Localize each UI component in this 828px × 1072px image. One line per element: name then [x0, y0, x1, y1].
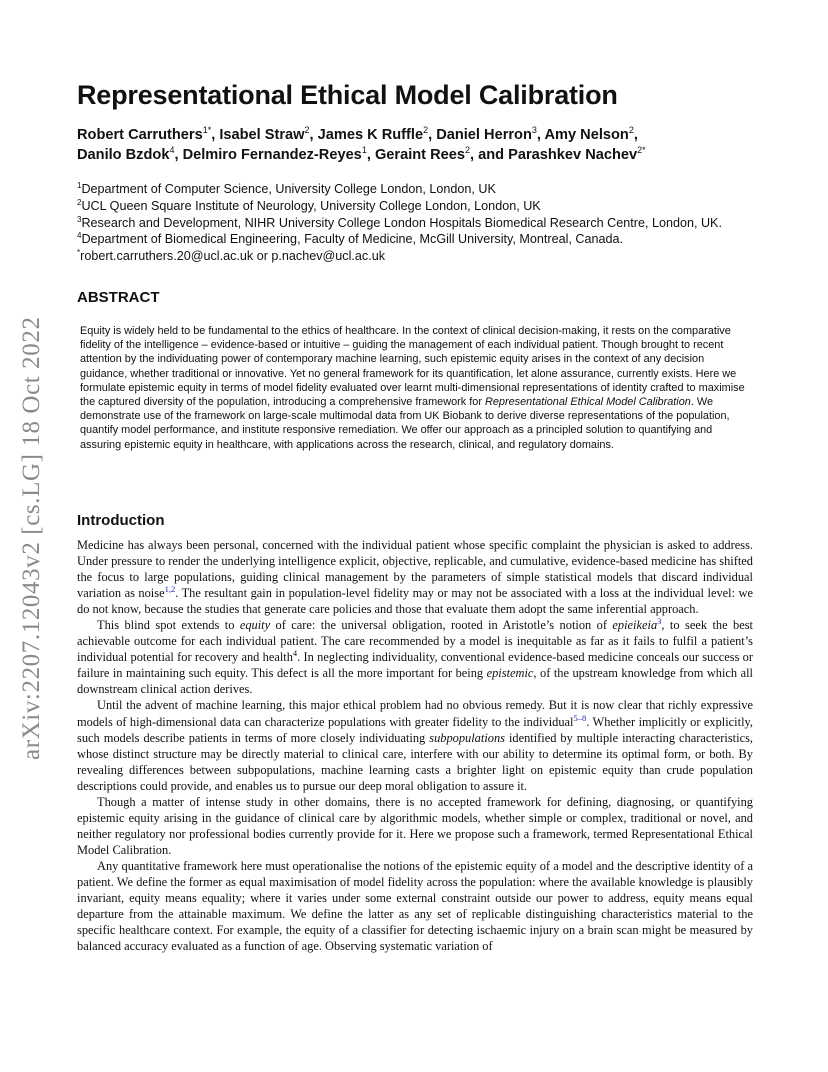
affiliation-mark: 3	[77, 214, 82, 224]
author-list	[77, 125, 757, 165]
emphasis: subpopulations	[429, 730, 505, 745]
affiliation	[77, 215, 777, 232]
citation-link[interactable]: 3	[657, 616, 662, 627]
text-run: , of the upstream knowledge from which all downstream clinical action derives.	[77, 666, 753, 697]
paragraph	[77, 697, 753, 793]
author-affiliation-mark: 1	[361, 145, 367, 155]
author-affiliation-mark: 2	[628, 125, 634, 135]
text-run: . Whether implicitly or explicitly, such models describe patients in terms of more closely individuating	[77, 714, 754, 745]
author: Daniel Herron	[436, 127, 532, 143]
text-run: . In neglecting individuality, conventional evidence-based medicine conceals our success or failure in maintaining such equity. This defect is all the more important for being	[77, 650, 753, 681]
affiliation-mark: *	[77, 248, 81, 258]
affiliation-text: Department of Computer Science, University College London, London, UK	[81, 182, 496, 196]
text-run: Medicine has always been personal, concerned with the individual patient whose specific complaint the physician is asked to address. Under pressure to render the underlying intelligence explicit, objective, replicable, and cumulative, evidence-based medicine has shifted the focus to large populations, guiding clinical management by the parameters of simple statistical models that discard individual variation as noise	[77, 538, 753, 601]
affiliation-text: Department of Biomedical Engineering, Faculty of Medicine, McGill University, Montreal, Canada.	[81, 232, 623, 247]
text-run: . The resultant gain in population-level fidelity may or may not be associated with a loss at the individual level: we do not know, because the studies that generate care policies and those that evaluate them adopt the same inferential approach.	[77, 586, 753, 617]
author: Delmiro Fernandez-Reyes	[182, 147, 362, 163]
author-affiliation-mark: 3	[531, 125, 537, 135]
emphasis: epieikeia	[612, 618, 658, 633]
affiliation	[77, 198, 777, 215]
arxiv-identifier-sidebar: arXiv:2207.12043v2 [cs.LG] 18 Oct 2022	[18, 316, 45, 760]
paragraph: Though a matter of intense study in other domains, there is no accepted framework for defining, diagnosing, or quantifying epistemic equity arising in the guidance of clinical care by algorithmic models, whether simple or complex, traditional or novel, and neither regulatory nor professional bodies currently provide for it. Here we propose such a framework, termed Representational Ethical Model Calibration.	[77, 794, 753, 857]
author-separator: ,	[211, 127, 220, 143]
affiliation	[77, 181, 777, 198]
author-separator: ,	[309, 127, 318, 143]
author: Danilo Bzdok	[77, 147, 170, 163]
author-affiliation-mark: 2	[304, 125, 310, 135]
author: James K Ruffle	[317, 127, 424, 143]
introduction-body	[77, 537, 753, 954]
emphasis: epistemic	[486, 666, 534, 681]
abstract-text	[80, 324, 753, 452]
author-affiliation-mark: 1*	[202, 125, 212, 135]
corresponding-email	[77, 248, 777, 265]
affiliation-mark: 1	[77, 181, 82, 190]
abstract-emphasis: Representational Ethical Model Calibration	[485, 396, 691, 409]
text-run: Until the advent of machine learning, this major ethical problem had no obvious remedy. But it is now clear that richly expressive models of high-dimensional data can characterize populations with greater fidelity to the individual	[77, 698, 753, 729]
citation-link[interactable]: 1,2	[164, 584, 176, 595]
affiliation-text: UCL Queen Square Institute of Neurology, University College London, London, UK	[81, 198, 541, 213]
introduction-heading: Introduction	[77, 512, 165, 529]
author: Parashkev Nachev	[508, 147, 638, 163]
author-separator: ,	[633, 127, 638, 143]
abstract-text-part: . We demonstrate use of the framework on large-scale multimodal data from UK Biobank to derive diverse representations of the population, quantify model performance, and institute responsive remediation. We offer our approach as a principled solution to quantifying and assuring epistemic equity in healthcare, with applications across the research, clinical, and regulatory domains.	[80, 396, 730, 451]
affiliation-text: Research and Development, NIHR University College London Hospitals Biomedical Research Centre, London, UK.	[81, 215, 722, 230]
paragraph	[77, 537, 753, 617]
paragraph	[77, 617, 753, 697]
text-run: identified by multiple interacting characteristics, whose distinct structure may be directly material to clinical care, interfere with our ability to determine its optimal form, or both. By revealing differences between subpopulations, machine learning casts a brighter light on epistemic equity than crude population descriptions could provide, and enables us to pursue our deep moral obligation to assure it.	[77, 730, 753, 793]
citation-link[interactable]: 5–8	[573, 712, 587, 723]
abstract-heading: ABSTRACT	[77, 289, 160, 306]
author-affiliation-mark: 2*	[637, 145, 646, 155]
affiliation-mark: 2	[77, 197, 82, 207]
paragraph: Any quantitative framework here must operationalise the notions of the epistemic equity of a model and the descriptive identity of a patient. We define the former as equal maximisation of model fidelity across the population: where the available knowledge is plausibly invariant, equity means equality; where it varies under some external constraint outside our power to address, equity means equal departure from the attainable maximum. We define the latter as any set of replicable distinguishing characteristics material to the specific healthcare context. For example, the equity of a classifier for detecting ischaemic injury on a brain scan might be measured by balanced accuracy evaluated as a function of age. Observing systematic variation of	[77, 858, 753, 954]
text-run: This blind spot extends to	[97, 618, 240, 633]
text-run: of care: the universal obligation, rooted in Aristotle’s notion of	[270, 618, 613, 633]
email-text: robert.carruthers.20@ucl.ac.uk or p.nachev@ucl.ac.uk	[80, 249, 385, 264]
author: Geraint Rees	[374, 147, 465, 163]
paper-title: Representational Ethical Model Calibration	[77, 80, 618, 110]
author-affiliation-mark: 4	[169, 145, 175, 155]
author: Robert Carruthers	[77, 127, 203, 143]
author: Isabel Straw	[219, 127, 305, 143]
abstract-text-part: Equity is widely held to be fundamental to the ethics of healthcare. In the context of clinical decision-making, it rests on the comparative fidelity of the intelligence – evidence-based or intuitive – guiding the management of each individual patient. Though brought to recent attention by the individuating power of contemporary machine learning, such epistemic equity arises in the context of any decision guidance, whether traditional or innovative. Yet no general framework for its quantification, let alone assurance, currently exists. Here we formulate epistemic equity in terms of model fidelity evaluated over learnt multi-dimensional representations of identity crafted to maximise the captured diversity of the population, introducing a comprehensive framework for	[80, 325, 745, 409]
author: Amy Nelson	[544, 127, 629, 143]
citation-mark: 4	[292, 648, 298, 659]
author-separator: ,	[536, 127, 545, 143]
author-separator: ,	[428, 127, 437, 143]
affiliation-list	[77, 181, 777, 265]
author-affiliation-mark: 2	[423, 125, 429, 135]
text-run: , to seek the best achievable outcome for each individual patient. The care recommended by a model is inequitable as far as it fails to fulfil a patient’s individual potential for recovery and health	[77, 618, 753, 665]
author-affiliation-mark: 2	[464, 145, 470, 155]
author-separator: ,	[366, 147, 375, 163]
author-separator: , and	[470, 147, 509, 163]
affiliation	[77, 231, 777, 248]
affiliation-mark: 4	[77, 231, 82, 241]
author-separator: ,	[174, 147, 183, 163]
emphasis: equity	[239, 618, 271, 633]
